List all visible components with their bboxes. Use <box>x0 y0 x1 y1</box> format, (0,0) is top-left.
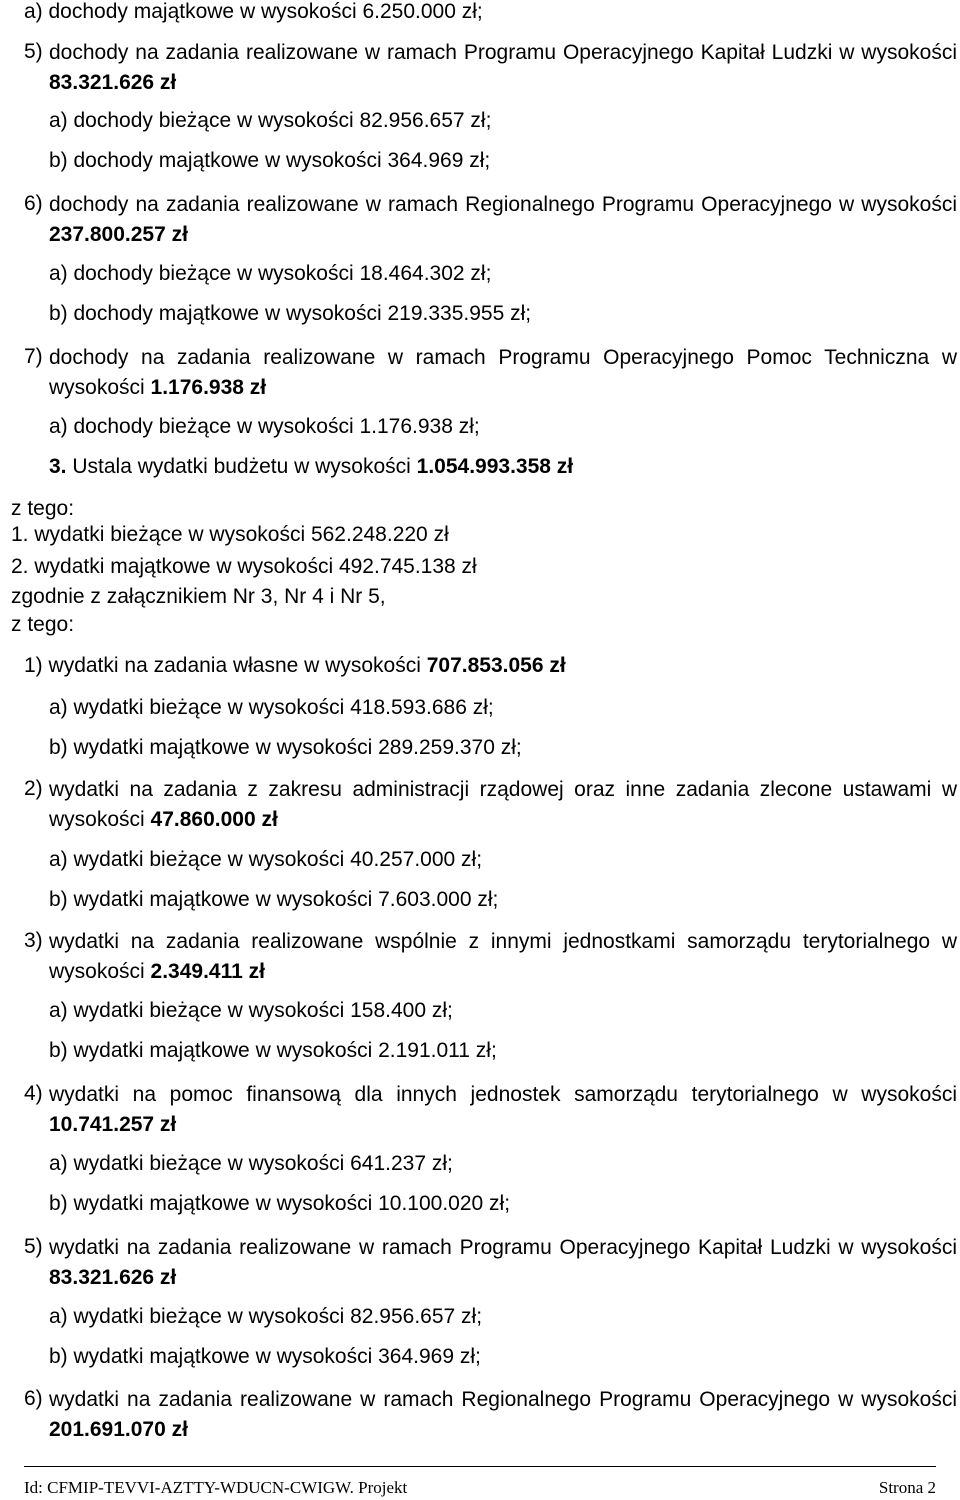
page-number: Strona 2 <box>878 1478 936 1497</box>
item-number: 7) <box>24 345 43 368</box>
expenses-item2-b: b) wydatki majątkowe w wysokości 7.603.000 zł; <box>49 888 499 911</box>
item-number: 6) <box>24 1387 43 1410</box>
item-text: dochody na zadania realizowane w ramach Programu Operacyjnego Pomoc Techniczna w wysokości 1.176.938 zł <box>49 346 957 399</box>
item-amount: 83.321.626 zł <box>49 71 177 94</box>
expenses-item5-b: b) wydatki majątkowe w wysokości 364.969 zł; <box>49 1345 481 1368</box>
document-id: Id: CFMIP-TEVVI-AZTTY-WDUCN-CWIGW. Projekt <box>24 1478 408 1497</box>
revenue-item6-a: a) dochody bieżące w wysokości 18.464.302 zł; <box>49 262 492 285</box>
revenue-item7 <box>0 343 960 403</box>
item-text: dochody na zadania realizowane w ramach Programu Operacyjnego Kapitał Ludzki w wysokości 83.321.626 zł <box>49 41 957 94</box>
section-amount: 1.054.993.358 zł <box>416 455 574 478</box>
item-amount: 2.349.411 zł <box>150 960 265 983</box>
item-number: 5) <box>24 40 43 63</box>
revenue-item4-a: a) dochody majątkowe w wysokości 6.250.000 zł; <box>24 0 483 23</box>
revenue-item6 <box>0 190 960 250</box>
expenses-item3-b: b) wydatki majątkowe w wysokości 2.191.011 zł; <box>49 1039 497 1062</box>
item-text: wydatki na zadania realizowane w ramach Programu Operacyjnego Kapitał Ludzki w wysokości 83.321.626 zł <box>49 1236 957 1289</box>
item-text: wydatki na zadania realizowane w ramach Regionalnego Programu Operacyjnego w wysokości 201.691.070 zł <box>49 1388 957 1441</box>
expenses-item5 <box>0 1233 960 1293</box>
revenue-item5 <box>0 38 960 98</box>
expenses-item3-a: a) wydatki bieżące w wysokości 158.400 zł; <box>49 999 453 1022</box>
revenue-item5-a: a) dochody bieżące w wysokości 82.956.657 zł; <box>49 109 492 132</box>
expenses-item1-a: a) wydatki bieżące w wysokości 418.593.686 zł; <box>49 696 494 719</box>
revenue-item6-b: b) dochody majątkowe w wysokości 219.335.955 zł; <box>49 302 532 325</box>
expenses-item1: 1) wydatki na zadania własne w wysokości 707.853.056 zł <box>24 654 566 677</box>
item-text: wydatki na zadania realizowane wspólnie z innymi jednostkami samorządu terytorialnego w wysokości 2.349.411 zł <box>49 930 957 983</box>
footer-divider <box>24 1466 936 1467</box>
item-number: 5) <box>24 1235 43 1258</box>
expenses-item5-a: a) wydatki bieżące w wysokości 82.956.657 zł; <box>49 1305 483 1328</box>
item-amount: 47.860.000 zł <box>150 808 278 831</box>
item-amount: 707.853.056 zł <box>426 654 566 677</box>
revenue-item5-b: b) dochody majątkowe w wysokości 364.969 zł; <box>49 149 491 172</box>
item-number: 4) <box>24 1082 43 1105</box>
item-amount: 83.321.626 zł <box>49 1266 177 1289</box>
item-text: wydatki na zadania z zakresu administracji rządowej oraz inne zadania zlecone ustawami w wysokości 47.860.000 zł <box>49 778 957 831</box>
expenses-item4 <box>0 1080 960 1140</box>
current-expenses-total: 1. wydatki bieżące w wysokości 562.248.220 zł <box>11 523 449 546</box>
attachments-reference: zgodnie z załącznikiem Nr 3, Nr 4 i Nr 5, <box>11 585 386 608</box>
section-number: 3. <box>49 455 67 478</box>
expenses-item2-a: a) wydatki bieżące w wysokości 40.257.000 zł; <box>49 848 483 871</box>
expenses-item3 <box>0 927 960 987</box>
revenue-item7-a: a) dochody bieżące w wysokości 1.176.938 zł; <box>49 415 480 438</box>
item-text: wydatki na pomoc finansową dla innych jednostek samorządu terytorialnego w wysokości 10.741.257 zł <box>49 1083 957 1136</box>
item-text: dochody na zadania realizowane w ramach Regionalnego Programu Operacyjnego w wysokości 237.800.257 zł <box>49 193 957 246</box>
item-amount: 1.176.938 zł <box>150 376 267 399</box>
item-number: 3) <box>24 929 43 952</box>
item-number: 6) <box>24 192 43 215</box>
item-amount: 237.800.257 zł <box>49 223 188 246</box>
item-amount: 10.741.257 zł <box>49 1113 177 1136</box>
expenses-item2 <box>0 775 960 835</box>
item-number: 2) <box>24 777 43 800</box>
capital-expenses-total: 2. wydatki majątkowe w wysokości 492.745.138 zł <box>11 555 477 578</box>
section-3-heading: 3. Ustala wydatki budżetu w wysokości 1.054.993.358 zł <box>49 455 574 478</box>
expenses-item6 <box>0 1385 960 1445</box>
item-amount: 201.691.070 zł <box>49 1418 188 1441</box>
z-tego-label: z tego: <box>11 613 75 636</box>
expenses-item4-b: b) wydatki majątkowe w wysokości 10.100.020 zł; <box>49 1192 511 1215</box>
expenses-item1-b: b) wydatki majątkowe w wysokości 289.259.370 zł; <box>49 736 522 759</box>
z-tego-label: z tego: <box>11 497 75 520</box>
expenses-item4-a: a) wydatki bieżące w wysokości 641.237 zł; <box>49 1152 453 1175</box>
